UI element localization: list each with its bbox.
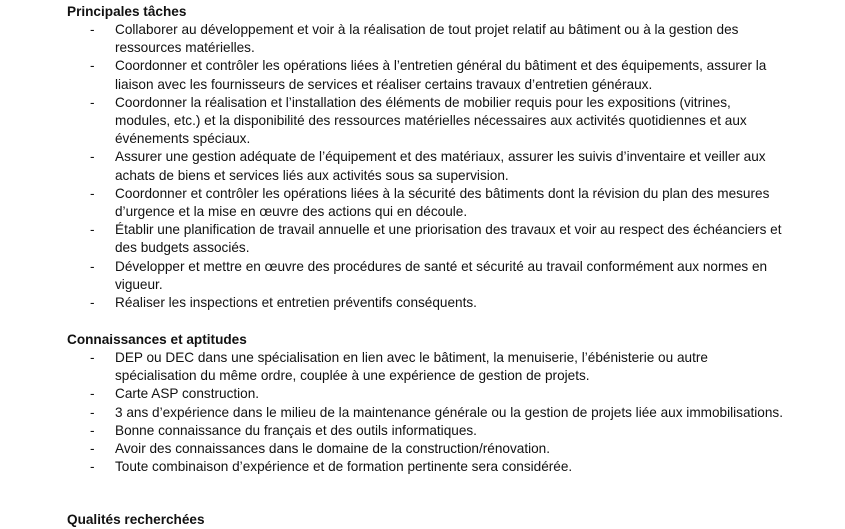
list-item-text: Développer et mettre en œuvre des procédures de santé et sécurité au travail conformément aux normes en vigueur. bbox=[115, 258, 768, 292]
list-item-text: Réaliser les inspections et entretien préventifs conséquents. bbox=[115, 295, 477, 311]
list-item-text: Coordonner et contrôler les opérations liées à la sécurité des bâtiments dont la révision du plan des mesures d’urgence et la mise en œuvre des actions qui en découle. bbox=[115, 185, 770, 220]
list-item bbox=[67, 185, 787, 221]
bullet-dash: - bbox=[90, 386, 95, 402]
section-principales-taches bbox=[67, 3, 787, 312]
list-item-text: Coordonner la réalisation et l’installation des éléments de mobilier requis pour les expositions (vitrines, modules, etc.) et la disponibilité des ressources matérielles nécessaires aux activités quotidiennes et aux événements spéciaux. bbox=[115, 94, 747, 147]
bullet-dash: - bbox=[90, 258, 95, 274]
list-item-text: Assurer une gestion adéquate de l’équipement et des matériaux, assurer les suivis d’inventaire et veiller aux achats de biens et services liés aux activités sous sa supervision. bbox=[115, 149, 766, 183]
bullet-dash: - bbox=[90, 185, 95, 201]
list-item bbox=[67, 422, 787, 440]
list-item-text: Toute combinaison d’expérience et de formation pertinente sera considérée. bbox=[115, 459, 573, 475]
list-item bbox=[67, 94, 787, 149]
list-item bbox=[67, 440, 787, 458]
bullet-dash: - bbox=[90, 94, 95, 110]
list-item bbox=[67, 385, 787, 403]
bullet-dash: - bbox=[90, 441, 95, 457]
bullet-dash: - bbox=[90, 295, 95, 311]
section-title: Qualités recherchées bbox=[67, 512, 205, 527]
list-item-text: Avoir des connaissances dans le domaine de la construction/rénovation. bbox=[115, 441, 551, 457]
bullet-dash: - bbox=[90, 404, 95, 420]
list-item-text: Coordonner et contrôler les opérations liées à l’entretien général du bâtiment et des équipements, assurer la liaison avec les fournisseurs de services et réaliser certains travaux d’entretien généraux. bbox=[115, 58, 767, 92]
list-item bbox=[67, 294, 787, 312]
list-item bbox=[67, 258, 787, 294]
bullet-dash: - bbox=[90, 58, 95, 74]
section-title: Principales tâches bbox=[67, 4, 187, 19]
list-item-text: DEP ou DEC dans une spécialisation en lien avec le bâtiment, la menuiserie, l’ébénisterie ou autre spécialisation du même ordre, couplée à une expérience de gestion de projets. bbox=[115, 350, 708, 384]
list-item bbox=[67, 349, 787, 385]
list-item-text: Carte ASP construction. bbox=[115, 386, 260, 402]
bullet-dash: - bbox=[90, 422, 95, 438]
bullet-dash: - bbox=[90, 22, 95, 37]
section-qualites-recherchees bbox=[67, 511, 787, 529]
list-item bbox=[67, 221, 787, 257]
task-list bbox=[67, 21, 787, 312]
bullet-dash: - bbox=[90, 149, 95, 165]
list-item-text: Bonne connaissance du français et des outils informatiques. bbox=[115, 422, 477, 438]
bullet-dash: - bbox=[90, 459, 95, 475]
list-item bbox=[67, 404, 787, 422]
list-item bbox=[67, 148, 787, 184]
list-item-text: Collaborer au développement et voir à la réalisation de tout projet relatif au bâtiment ou à la gestion des ressources matérielles. bbox=[115, 22, 739, 56]
list-item bbox=[67, 57, 787, 93]
list-item bbox=[67, 21, 787, 57]
list-item bbox=[67, 458, 787, 476]
bullet-dash: - bbox=[90, 222, 95, 238]
section-connaissances-aptitudes bbox=[67, 331, 787, 476]
list-item-text: 3 ans d’expérience dans le milieu de la maintenance générale ou la gestion de projets liée aux immobilisations. bbox=[115, 404, 784, 420]
list-item-text: Établir une planification de travail annuelle et une priorisation des travaux et voir au respect des échéanciers et des budgets associés. bbox=[115, 222, 782, 256]
section-title: Connaissances et aptitudes bbox=[67, 332, 247, 347]
bullet-dash: - bbox=[90, 350, 95, 365]
skills-list bbox=[67, 349, 787, 476]
